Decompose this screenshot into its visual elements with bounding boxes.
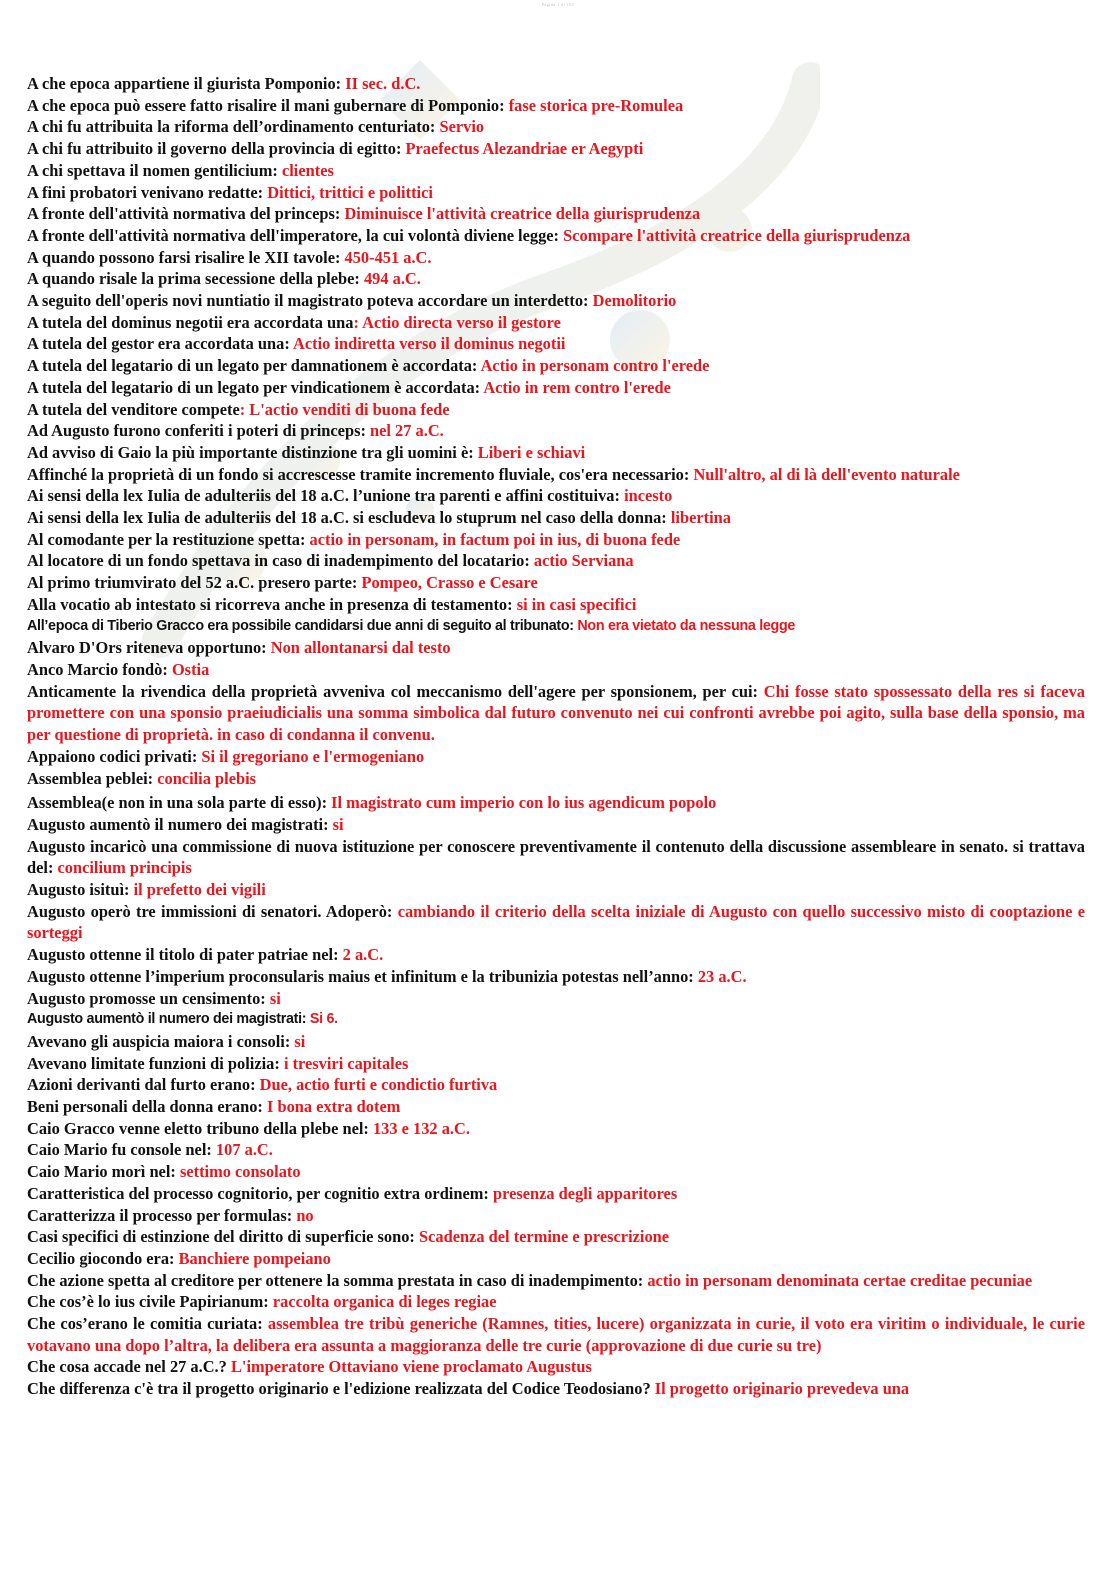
question-text: Augusto promosse un censimento: [27, 988, 270, 1008]
answer-text: : L'actio venditi di buona fede [239, 399, 450, 419]
qa-entry [27, 681, 1085, 746]
question-text: Anco Marcio fondò: [27, 659, 172, 679]
answer-text: : Actio directa verso il gestore [353, 312, 561, 332]
qa-entry [27, 1291, 1085, 1313]
qa-entry [27, 616, 1085, 638]
qa-entry [27, 420, 1085, 442]
qa-entry [27, 1118, 1085, 1140]
qa-entry [27, 1356, 1085, 1378]
question-text: A chi spettava il nomen gentilicium: [27, 160, 282, 180]
qa-entry [27, 1096, 1085, 1118]
qa-entry [27, 637, 1085, 659]
answer-text: nel 27 a.C. [370, 421, 444, 441]
answer-text: actio Serviana [533, 551, 634, 571]
question-text: All’epoca di Tiberio Gracco era possibile candidarsi due anni di seguito al tribunato: [27, 617, 578, 634]
question-text: A tutela del dominus negotii era accordata una [27, 312, 354, 332]
qa-entry [27, 182, 1085, 204]
answer-text: 133 e 132 a.C. [372, 1118, 470, 1138]
qa-entry [27, 333, 1085, 355]
answer-text: Due, actio furti e condictio furtiva [259, 1075, 498, 1095]
question-text: A seguito dell'operis novi nuntiatio il magistrato poteva accordare un interdetto: [27, 291, 593, 311]
qa-entry [27, 836, 1085, 879]
answer-text: Si 6. [309, 1011, 338, 1028]
answer-text: fase storica pre-Romulea [508, 95, 684, 115]
answer-text: Scadenza del termine e prescrizione [419, 1227, 670, 1247]
question-text: Al comodante per la restituzione spetta: [27, 529, 310, 549]
qa-entry [27, 160, 1085, 182]
qa-entry [27, 966, 1085, 988]
answer-text: Actio in rem contro l'erede [483, 377, 671, 397]
question-text: Affinché la proprietà di un fondo si accrescesse tramite incremento fluviale, cos'era necessario: [27, 464, 694, 484]
question-text: Che cos’erano le comitia curiata: [27, 1314, 268, 1334]
qa-entry [27, 507, 1085, 529]
qa-entry [27, 1074, 1085, 1096]
answer-text: cambiando il criterio della scelta iniziale di Augusto con quello successivo misto di cooptazione e sorteggi [27, 901, 1085, 943]
question-text: A che epoca può essere fatto risalire il mani gubernare di Pomponio: [27, 95, 509, 115]
answer-text: Non era vietato da nessuna legge [577, 617, 796, 634]
qa-entry [27, 659, 1085, 681]
qa-entry [27, 594, 1085, 616]
qa-entry [27, 399, 1085, 421]
question-text: Casi specifici di estinzione del diritto di superficie sono: [27, 1227, 419, 1247]
answer-text: Actio indiretta verso il dominus negotii [293, 334, 566, 354]
answer-text: assemblea tre tribù generiche (Ramnes, tities, lucere) organizzata in curie, il voto era viritim o individuale, le curie votavano una dopo l’altra, la delibera era assunta a maggioranza delle tre curie (approvazione di due curie su tre) [27, 1314, 1085, 1355]
question-text: A tutela del gestor era accordata una: [27, 334, 294, 354]
qa-entry [27, 355, 1085, 377]
answer-text: settimo consolato [179, 1162, 301, 1182]
answer-text: 107 a.C. [215, 1140, 273, 1160]
question-text: A fini probatori venivano redatte: [27, 182, 268, 202]
question-text: Assemblea peblei: [27, 768, 158, 788]
qa-entry [27, 1183, 1085, 1205]
question-text: Appaiono codici privati: [27, 746, 202, 766]
qa-entry [27, 1226, 1085, 1248]
answer-text: 23 a.C. [697, 966, 747, 986]
qa-entry [27, 944, 1085, 966]
question-text: Ai sensi della lex Iulia de adulteriis del 18 a.C. si escludeva lo stuprum nel caso della donna: [27, 508, 671, 528]
question-text: A fronte dell'attività normativa del princeps: [27, 204, 345, 224]
question-text: Augusto aumentò il numero dei magistrati: [27, 1011, 310, 1028]
qa-entry [27, 572, 1085, 594]
question-text: Avevano gli auspicia maiora i consoli: [27, 1031, 295, 1051]
answer-text: Demolitorio [592, 291, 677, 311]
answer-text: Si il gregoriano e l'ermogeniano [201, 746, 425, 766]
answer-text: Null'altro, al di là dell'evento naturale [693, 464, 960, 484]
answer-text: actio in personam denominata certae creditae pecuniae [647, 1270, 1033, 1290]
answer-text: I bona extra dotem [266, 1097, 401, 1117]
qa-entry [27, 225, 1085, 247]
qa-entry [27, 442, 1085, 464]
answer-text: 450-451 a.C. [344, 247, 432, 267]
answer-text: Chi fosse stato spossessato della res si faceva promettere con una sponsio praeiudicialis una somma simbolica dal futuro convenuto nei cui confronti avrebbe poi agito, sulla base della sponsio, ma per questione di proprietà. in caso di condanna il convenu. [27, 681, 1085, 745]
answer-text: raccolta organica di leges regiae [272, 1292, 497, 1312]
question-text: A chi fu attribuita la riforma dell’ordinamento centuriato: [27, 117, 440, 137]
question-text: A tutela del legatario di un legato per damnationem è accordata: [27, 356, 481, 376]
answer-text: Pompeo, Crasso e Cesare [361, 573, 538, 593]
question-text: Alla vocatio ab intestato si ricorreva anche in presenza di testamento: [27, 594, 517, 614]
qa-entry [27, 768, 1085, 790]
question-text: A quando risale la prima secessione della plebe: [27, 269, 364, 289]
qa-entry [27, 879, 1085, 901]
answer-text: actio in personam, in factum poi in ius, di buona fede [309, 529, 681, 549]
answer-text: Diminuisce l'attività creatrice della giurisprudenza [344, 204, 701, 224]
question-text: Ad Augusto furono conferiti i poteri di princeps: [27, 421, 371, 441]
answer-text: Il magistrato cum imperio con lo ius agendicum popolo [331, 793, 717, 813]
qa-entry [27, 1313, 1085, 1356]
question-text: Anticamente la rivendica della proprietà avveniva col meccanismo dell'agere per sponsionem, per cui: [27, 681, 764, 701]
answer-text: clientes [281, 160, 334, 180]
question-text: Caratteristica del processo cognitorio, per cognitio extra ordinem: [27, 1183, 493, 1203]
answer-text: presenza degli apparitores [492, 1183, 678, 1203]
qa-entry [27, 1378, 1085, 1400]
question-text: A chi fu attribuito il governo della provincia di egitto: [27, 139, 406, 159]
answer-text: Dittici, trittici e polittici [267, 182, 433, 202]
question-text: Caratterizza il processo per formulas: [27, 1205, 297, 1225]
qa-entry [27, 901, 1085, 944]
answer-text: si [294, 1031, 306, 1051]
answer-text: concilia plebis [157, 768, 257, 788]
answer-text: il prefetto dei vigili [133, 880, 266, 900]
question-text: Augusto ottenne il titolo di pater patriae nel: [27, 945, 343, 965]
question-text: A fronte dell'attività normativa dell'imperatore, la cui volontà diviene legge: [27, 225, 564, 245]
answer-text: II sec. d.C. [345, 74, 421, 93]
qa-entry [27, 1139, 1085, 1161]
question-text: Avevano limitate funzioni di polizia: [27, 1053, 284, 1073]
question-text: A che epoca appartiene il giurista Pomponio: [27, 74, 346, 93]
question-text: Cecilio giocondo era: [27, 1248, 179, 1268]
qa-entry [27, 1053, 1085, 1075]
question-text: Che differenza c'è tra il progetto originario e l'edizione realizzata del Codice Teodosiano? [27, 1379, 655, 1399]
qa-entry [27, 268, 1085, 290]
answer-text: concilium principis [57, 858, 192, 878]
qa-entry [27, 464, 1085, 486]
answer-text: libertina [670, 508, 731, 528]
answer-text: incesto [624, 486, 673, 506]
qa-entry [27, 247, 1085, 269]
qa-entry [27, 290, 1085, 312]
answer-text: Banchiere pompeiano [178, 1248, 331, 1268]
qa-entry [27, 529, 1085, 551]
answer-text: Actio in personam contro l'erede [480, 356, 710, 376]
question-text: Ad avviso di Gaio la più importante distinzione tra gli uomini è: [27, 442, 478, 462]
answer-text: L'imperatore Ottaviano viene proclamato Augustus [230, 1357, 592, 1377]
question-text: Augusto ottenne l’imperium proconsularis maius et infinitum e la tribunizia potestas nell’anno: [27, 966, 698, 986]
question-text: Beni personali della donna erano: [27, 1097, 267, 1117]
answer-text: Scompare l'attività creatrice della giurisprudenza [563, 225, 911, 245]
question-text: Augusto isituì: [27, 880, 134, 900]
qa-entry [27, 1205, 1085, 1227]
qa-entry [27, 1270, 1085, 1292]
qa-entry [27, 988, 1085, 1010]
qa-entry [27, 746, 1085, 768]
qa-entry [27, 1009, 1085, 1031]
answer-text: Il progetto originario prevedeva una [654, 1379, 910, 1399]
answer-text: no [296, 1205, 314, 1225]
qa-entry [27, 116, 1085, 138]
qa-entry [27, 792, 1085, 814]
answer-text: Non allontanarsi dal testo [270, 638, 451, 658]
answer-text: i tresviri capitales [283, 1053, 409, 1073]
question-text: Che azione spetta al creditore per ottenere la somma prestata in caso di inadempimento: [27, 1270, 648, 1290]
qa-list [27, 73, 1085, 1400]
question-text: Che cosa accade nel 27 a.C.? [27, 1357, 231, 1377]
qa-entry [27, 485, 1085, 507]
question-text: Assemblea(e non in una sola parte di esso): [27, 793, 332, 813]
question-text: A tutela del legatario di un legato per vindicationem è accordata: [27, 377, 484, 397]
answer-text: Liberi e schiavi [477, 442, 586, 462]
qa-entry [27, 95, 1085, 117]
qa-entry [27, 1161, 1085, 1183]
qa-entry [27, 138, 1085, 160]
question-text: Ai sensi della lex Iulia de adulteriis del 18 a.C. l’unione tra parenti e affini costituiva: [27, 486, 625, 506]
qa-entry [27, 814, 1085, 836]
qa-entry [27, 377, 1085, 399]
qa-entry [27, 550, 1085, 572]
qa-entry [27, 1031, 1085, 1053]
answer-text: Servio [439, 117, 485, 137]
qa-entry [27, 312, 1085, 334]
answer-text: si [332, 814, 344, 834]
answer-text: 2 a.C. [342, 945, 384, 965]
answer-text: si in casi specifici [516, 594, 637, 614]
question-text: Che cos’è lo ius civile Papirianum: [27, 1292, 273, 1312]
page-header-mark: Pagina 1 di 102 [541, 2, 575, 7]
question-text: Al locatore di un fondo spettava in caso di inadempimento del locatario: [27, 551, 534, 571]
question-text: A quando possono farsi risalire le XII tavole: [27, 247, 345, 267]
answer-text: Ostia [171, 659, 210, 679]
question-text: Alvaro D'Ors riteneva opportuno: [27, 638, 271, 658]
question-text: Augusto aumentò il numero dei magistrati: [27, 814, 333, 834]
question-text: Caio Gracco venne eletto tribuno della plebe nel: [27, 1118, 373, 1138]
question-text: Azioni derivanti dal furto erano: [27, 1075, 260, 1095]
question-text: Caio Mario morì nel: [27, 1162, 180, 1182]
answer-text: si [269, 988, 281, 1008]
question-text: Augusto operò tre immissioni di senatori. Adoperò: [27, 901, 398, 921]
question-text: Augusto incaricò una commissione di nuova istituzione per conoscere preventivamente il contenuto della discussione assembleare in senato. si trattava del: [27, 836, 1085, 878]
question-text: Al primo triumvirato del 52 a.C. presero parte: [27, 573, 362, 593]
answer-text: 494 a.C. [363, 269, 421, 289]
answer-text: Praefectus Alezandriae er Aegypti [405, 139, 644, 159]
qa-entry [27, 73, 1085, 95]
qa-entry [27, 203, 1085, 225]
question-text: Caio Mario fu console nel: [27, 1140, 216, 1160]
qa-entry [27, 1248, 1085, 1270]
question-text: A tutela del venditore compete [27, 399, 240, 419]
